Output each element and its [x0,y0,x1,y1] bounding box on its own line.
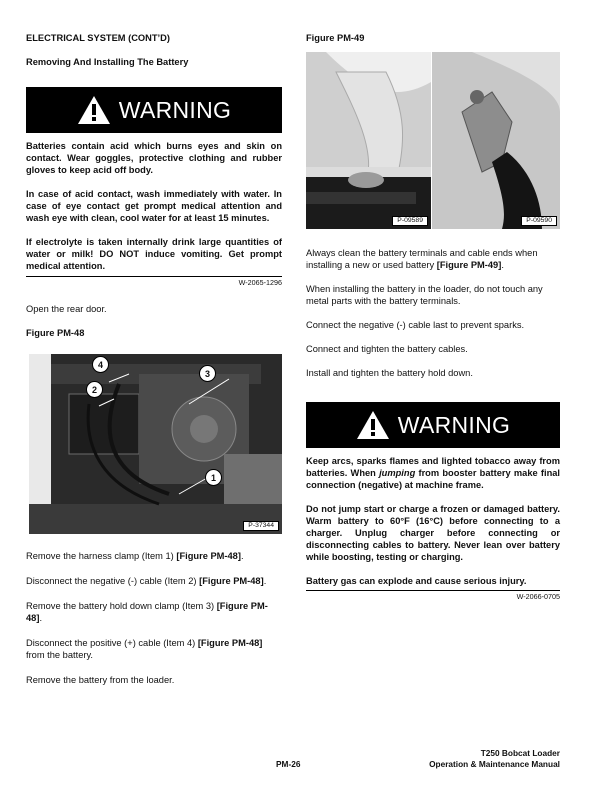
callout-item-2: 2 [86,381,103,398]
figure-ref: [Figure PM-48] [197,638,263,648]
acid-warning-box [26,87,282,287]
step-text: Disconnect the negative (-) cable (Item 2) [Figure PM-48]. [26,576,267,586]
warning-triangle-icon [77,95,111,125]
spark-warning-box [306,402,560,601]
warning-code: W-2066-0705 [516,592,560,601]
instruction-text: When installing the battery in the loader, do not touch any metal parts with the battery terminals. [306,284,543,306]
page-number: PM-26 [276,759,301,769]
warning-text: Keep arcs, sparks flames and lighted tobacco away from batteries. When jumping from booster battery make final connection (negative) at machine frame. [306,456,560,490]
figure-ref: [Figure PM-49] [436,260,502,270]
step-text: Disconnect the positive (+) cable (Item 4) [Figure PM-48] from the battery. [26,638,263,660]
photo-code: P-37344 [243,521,279,531]
warning-rule [26,276,282,277]
warning-rule [306,590,560,591]
warning-text: Battery gas can explode and cause serious injury. [306,576,527,586]
battery-terminal-illustration [306,52,431,229]
figure-ref: [Figure PM-48] [199,576,264,586]
warning-text: In case of acid contact, wash immediately with water. In case of eye contact get prompt medical attention and wash eye with clean, cool water for at least 15 minutes. [26,189,282,223]
battery-compartment-photo [29,354,282,534]
removal-steps [26,550,282,686]
engine-illustration [29,354,282,534]
figure-ref: [Figure PM-48] [176,551,241,561]
callout-item-1: 1 [205,469,222,486]
section-title: ELECTRICAL SYSTEM (CONT’D) [26,33,170,43]
step-text: Remove the battery hold down clamp (Item 3) [Figure PM-48]. [26,601,268,623]
warning-banner [26,87,282,133]
warning-code: W-2065-1296 [238,278,282,287]
instruction-text: Install and tighten the battery hold down. [306,368,473,378]
warning-triangle-icon [356,410,390,440]
left-column [26,32,282,339]
instruction-text: Open the rear door. [26,304,107,314]
cable-end-photo [432,52,560,229]
figure-label: Figure PM-48 [26,328,85,338]
installation-steps [306,247,560,379]
warning-label: WARNING [118,96,232,123]
callout-item-4: 4 [92,356,109,373]
instruction-text: Connect the negative (-) cable last to prevent sparks. [306,320,525,330]
callout-item-3: 3 [199,365,216,382]
warning-text: If electrolyte is taken internally drink large quantities of water or milk! DO NOT induce vomiting. Get prompt medical attention. [26,237,282,271]
cable-end-illustration [432,52,560,229]
warning-text: Do not jump start or charge a frozen or damaged battery. Warm battery to 60°F (16°C) before connecting to a charger. Unplug charger before connecting or disconnecting cables to battery. Never lean over battery while boosting, testing or charging. [306,504,560,562]
photo-code: P-09590 [521,216,557,226]
terminal-cleaning-photo [306,52,431,229]
right-column [306,32,560,44]
step-text: Remove the battery from the loader. [26,675,175,685]
instruction-text: Always clean the battery terminals and cable ends when installing a new or used battery [Figure PM-49]. [306,248,538,270]
figure-ref: [Figure PM-48] [26,601,268,623]
figure-label: Figure PM-49 [306,33,365,43]
manual-title: T250 Bobcat Loader Operation & Maintenance Manual [429,748,560,769]
warning-label: WARNING [397,411,511,438]
subsection-title: Removing And Installing The Battery [26,57,189,67]
warning-banner [306,402,560,448]
warning-text: Batteries contain acid which burns eyes and skin on contact. Wear goggles, protective clothing and rubber gloves to keep acid off body. [26,141,282,175]
photo-code: P-09589 [392,216,428,226]
step-text: Remove the harness clamp (Item 1) [Figure PM-48]. [26,551,244,561]
instruction-text: Connect and tighten the battery cables. [306,344,468,354]
